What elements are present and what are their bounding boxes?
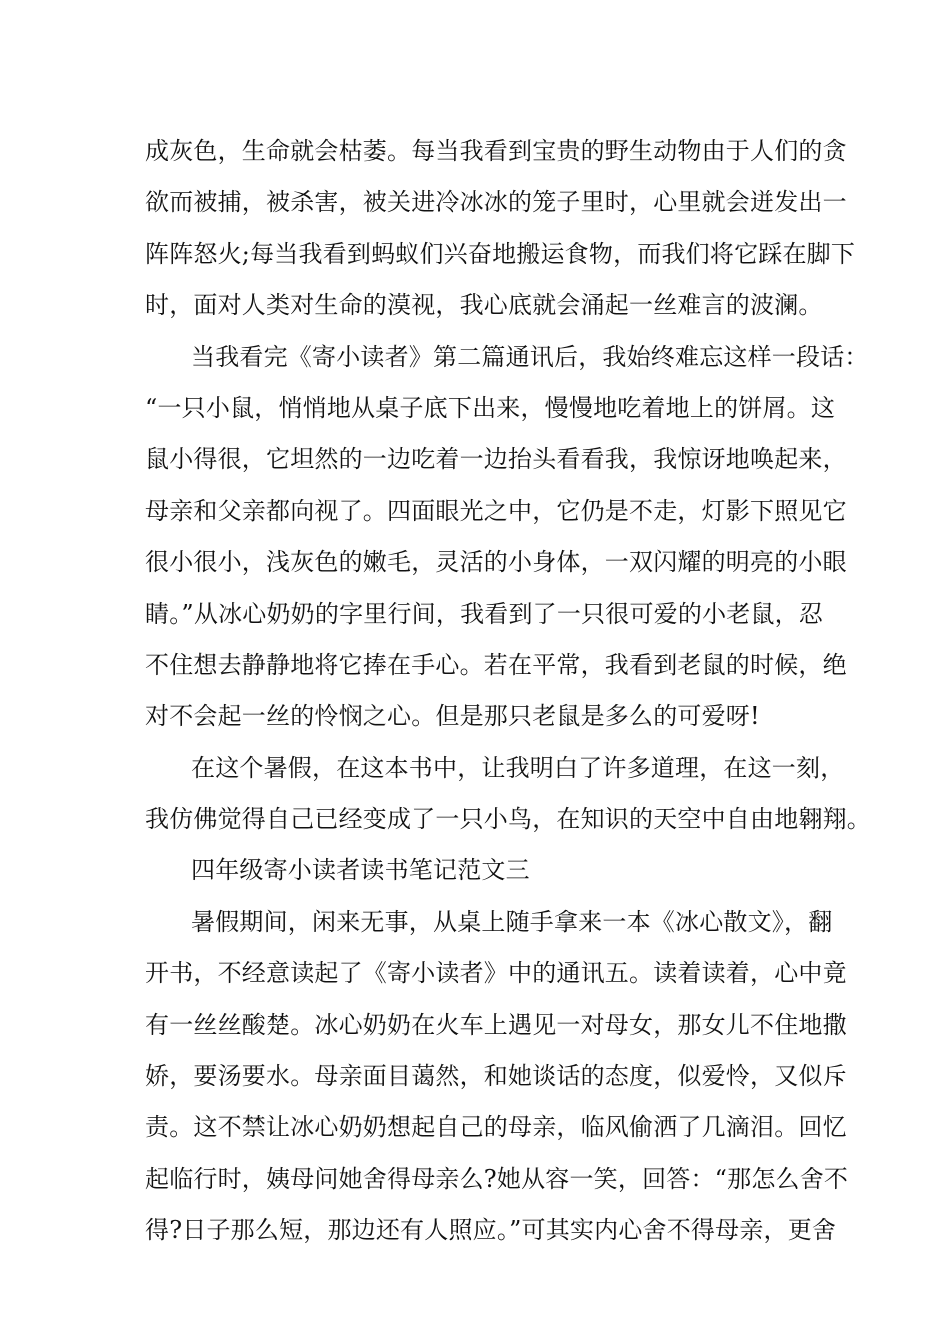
text-line: 娇，要汤要水。母亲面目蔼然，和她谈话的态度，似爱怜，又似斥 [145,1062,847,1091]
text-line: 对不会起一丝的怜悯之心。但是那只老鼠是多么的可爱呀! [145,702,760,731]
text-line: “一只小鼠，悄悄地从桌子底下出来，慢慢地吃着地上的饼屑。这 [145,393,836,422]
text-line: 开书，不经意读起了《寄小读者》中的通讯五。读着读着，心中竟 [145,959,847,988]
text-line: 责。这不禁让冰心奶奶想起自己的母亲，临风偷洒了几滴泪。回忆 [145,1113,847,1142]
text-line: 成灰色，生命就会枯萎。每当我看到宝贵的野生动物由于人们的贪 [145,137,847,165]
text-line: 不住想去静静地将它捧在手心。若在平常，我看到老鼠的时候，绝 [145,650,847,679]
text-line: 四年级寄小读者读书笔记范文三 [191,856,530,885]
text-line: 母亲和父亲都向视了。四面眼光之中，它仍是不走，灯影下照见它 [145,496,847,525]
text-line: 有一丝丝酸楚。冰心奶奶在火车上遇见一对母女，那女儿不住地撒 [145,1010,847,1039]
text-line: 很小很小，浅灰色的嫩毛，灵活的小身体，一双闪耀的明亮的小眼 [145,548,847,577]
document-body [145,126,871,1257]
text-line: 在这个暑假，在这本书中，让我明白了许多道理，在这一刻， [191,753,845,782]
text-line: 我仿佛觉得自己已经变成了一只小鸟，在知识的天空中自由地翱翔。 [145,805,871,834]
text-line: 欲而被捕，被杀害，被关进冷冰冰的笼子里时，心里就会迸发出一 [145,188,847,217]
text-line: 鼠小得很，它坦然的一边吃着一边抬头看看我，我惊讶地唤起来， [145,445,847,474]
text-line: 起临行时，姨母问她舍得母亲么?她从容一笑，回答：“那怎么舍不 [145,1164,849,1193]
text-line: 时，面对人类对生命的漠视，我心底就会涌起一丝难言的波澜。 [145,291,823,320]
text-line: 睛。”从冰心奶奶的字里行间，我看到了一只很可爱的小老鼠，忍 [145,599,824,628]
text-line: 当我看完《寄小读者》第二篇通讯后，我始终难忘这样一段话： [191,342,869,371]
text-line: 得?日子那么短，那边还有人照应。”可其实内心舍不得母亲，更舍 [145,1216,837,1245]
text-line: 暑假期间，闲来无事，从桌上随手拿来一本《冰心散文》，翻 [191,907,833,936]
text-line: 阵阵怒火;每当我看到蚂蚁们兴奋地搬运食物，而我们将它踩在脚下 [145,239,856,268]
